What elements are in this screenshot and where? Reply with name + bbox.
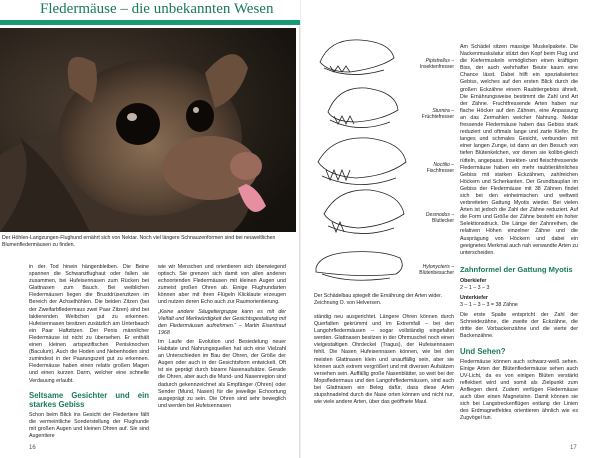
page-gutter bbox=[299, 0, 301, 458]
body-paragraph: Fledermäuse können auch schwarz-weiß sehen. Einige Arten der Blütenfledermäuse sehen auch UV-Licht, da es von einigen Blüten verstärkt reflektiert wird und somit als Zielpunkt zum Anfliegen dient. Zudem verfügen Fledermäuse auch über einen Magnetsinn. Damit können sie sich bei Langstreckenflügen entlang der Linien des Erdmagnetfeldes orientieren ähnlich wie es Zugvögel tun. bbox=[460, 358, 578, 422]
skull-label-4: Desmodus – Blutlecker bbox=[425, 212, 454, 224]
left-column-1 bbox=[29, 264, 149, 442]
unter-label: Unterkiefer bbox=[460, 295, 488, 301]
section-heading-2: Und Sehen? bbox=[460, 346, 506, 356]
page-number-right: 17 bbox=[570, 445, 577, 451]
section-heading: Seltsame Gesichter und ein starkes Gebiss bbox=[29, 390, 149, 409]
body-paragraph: Im Laufe der Evolution und Besiedelung neuer Habitate und Nahrungsquellen hat sich eine Vielzahl an Unterschieden im Bau der Ohren, der Größe der Augen oder auch in der Gesichtsform entwickelt. Oft ist sie geprägt durch bizarre Nasenaufsätze. Gerade die Ohren, aber auch die Mund- und Nasenregion sind dadurch gekennzeichnet als Empfänger (Ohren) oder Sender (Mund, Nasen) für die jeweilige Echoortung ausgeprägt zu sein. Die Ohren sind sehr beweglich und werden bei Hufeisennasen bbox=[158, 338, 286, 409]
body-paragraph: wie wir Menschen und orientieren sich überwiegend optisch. Sie grenzen sich damit von allen anderen echoortenden Fledermäusen mit kleinen Augen und zumeist großen Ohren ab. Einige Flughundarten können aber mit ihren Flügeln Klicklaute erzeugen und nutzen deren Echo auch zur Raumorientierung. bbox=[158, 264, 286, 306]
right-column-mid bbox=[314, 314, 454, 408]
body-paragraph: in der Tod hinein hängenbleiben. Die Beine spannen die Schwanzflughaut oder fallen sie zusammen, bei Hufeisennasen zum Rücken bei Glattnasen zum Bauch. Bei weiblichen Fledermäusen liegen die Brustdrüsenzitzen im Bereich der Achselhöhlen. Die beiden Zitzen (bei der Zweifarbfledermaus zwei Paar Zitzen) sind bei laktierenden Weibchen gut zu erkennen. Hufeisennasen besitzen zusätzlich am Unterbauch ein Paar Haftzitzen. Der Penis männlicher Fledermäuse ist nicht zu übersehen. Er enthält einen kleinen artspezifischen Penisknochen (Baculum). Auch die Hoden und Nebenhoden sind zumindest in der Paarungszeit gut zu erkennen. Fledermäuse haben einen relativ großen Magen und einen kurzen Darm, welcher eine schnelle Verdauung erlaubt. bbox=[29, 264, 149, 384]
ober-value: 2 – 1 – 3 – 3 bbox=[460, 284, 490, 291]
photo-caption: Der Höhlen-Langzungen-Flughund ernährt sich von Nektar. Noch viel längere Schnauzenformen sind bei neuweltlichen Blumenfledermäusen zu finden. bbox=[2, 235, 276, 248]
skull-label-2: Sturnira – Früchtefresser bbox=[421, 108, 454, 120]
skull-label-5: Hylonycteris – Blütenbesucher bbox=[419, 264, 454, 276]
left-column-2 bbox=[158, 264, 286, 412]
skull-figure bbox=[310, 28, 454, 290]
body-paragraph: Schon beim Blick ins Gesicht der Fledertiere fällt die vermeintliche Sonderstellung der Flughunde mit großen Augen und kleinen Ohren auf. Sie sind Augentiere bbox=[29, 411, 149, 439]
skull-label-1: Pipistrellus – Insektenfresser bbox=[419, 58, 454, 70]
ober-label: Oberkiefer bbox=[460, 277, 487, 284]
body-paragraph: Am Schädel sitzen massige Muskelpakete. Die Nackenmuskulatur stützt den Kopf beim Flug und die Kiefermuskeln ermöglichen einen kräftigen Biss, der auch wehrhafter Beute kaum eine Chance lässt. Dabei hilft ein spezialisiertes Gebiss, welches auf den ersten Blick durch die großen Eckzähne einem Raubtiergebiss ähnelt. Die Ernährungsweise bestimmt die Zahl und Art der Zähne. Fruchtfressende Arten haben nur flache Höcker auf den Zähnen, eine Anpassung an das Zermahlen weicher Nahrung. Nektar fressende Fledermäuse haben das Gebiss stark reduziert und oftmals lange und zarte Kiefer. Ihr langes und schmales Gesicht, verbunden mit einer langen Zunge, ist dann an den Besuch von tiefen Blütenkelchen, vor denen sie kolibri-gleich rütteln, angepasst. Insekten- und fleischfressende Fledermäuse haben ein mehr raubtierähnliches Gebiss mit starken Eckzähnen, zahlreichen Höckern und Scherkanten. Der Grundbauplan im Gebiss der Fledermäuse mit 38 Zähnen findet sich bei den einheimischen und weltweit verbreiteten Gattung Myotis wieder. Bei vielen Arten ist jedoch die Zahl der Zähne reduziert. Auf die Form und Größe der Zähne besteht ein hoher Selektionsdruck. Die Länge der Zahnreihen, die relativen Höhen einzelner Zähne und die Ausprägung von Höckern und dabei ein geeignetes Merkmal auch nah verwandte Arten zu unterscheiden. bbox=[460, 44, 578, 256]
header-accent-bar bbox=[0, 20, 300, 25]
skull-caption: Der Schädelbau spiegelt die Ernährung der Arten wider. Zeichnung O. von Helversen. bbox=[314, 293, 443, 306]
bat-photo bbox=[0, 28, 296, 232]
formula-heading: Zahnformel der Gattung Myotis bbox=[460, 264, 573, 274]
formula-explanation: Die erste Spalte entspricht der Zahl der Schneidezähne, die zweite der Eckzähne, die dritte der Vorbackenzähne und die vierte der Backenzähne. bbox=[460, 312, 578, 340]
quote: „Keine andere Säugetiergruppe kann es mit der Vielfalt und Merkwürdigkeit der Gesichtsgestaltung mit den Fledermäusen aufnehmen.“ – Martin Eisentraut 1968 bbox=[158, 308, 286, 336]
body-paragraph: ständig neu ausgerichtet. Längere Ohren können durch Querfalten gekrümmt und im Extremfall – bei den Langohrfledermäusen – sogar vollständig eingefaltet werden. Glattnasen besitzen in der Ohrmuschel noch einen vielgestaltigen Ohrdeckel (Tragus), der Hufeisennasen fehlt. Die Nasen Hufeisennasen können, wie bei den meisten Glattnasen klein und unauffällig sein, aber sie können auch extrem vergrößert und mit diversen Aufsätzen versehen sein. Auffällig große Nasenblätter, so weit bei der Mopsfledermaus und den Langohrfledermäusen, sind auch bei Glattnasen ein Beleg dafür, dass diese Arten stupshnadelnd durch die Nase orten können und nicht nur, wie viele andere Arten, über das geöffnete Maul. bbox=[314, 314, 454, 406]
unter-value: 3 – 1 – 3 – 3 = 38 Zähne bbox=[460, 302, 518, 309]
chapter-title: Fledermäuse – die unbekannten Wesen bbox=[40, 1, 274, 17]
bat-illustration bbox=[0, 28, 296, 232]
right-column bbox=[460, 44, 578, 424]
page-number-left: 16 bbox=[29, 445, 36, 451]
chapter-header bbox=[0, 0, 300, 26]
skull-label-3: Noctilio – Fischfresser bbox=[426, 162, 454, 174]
